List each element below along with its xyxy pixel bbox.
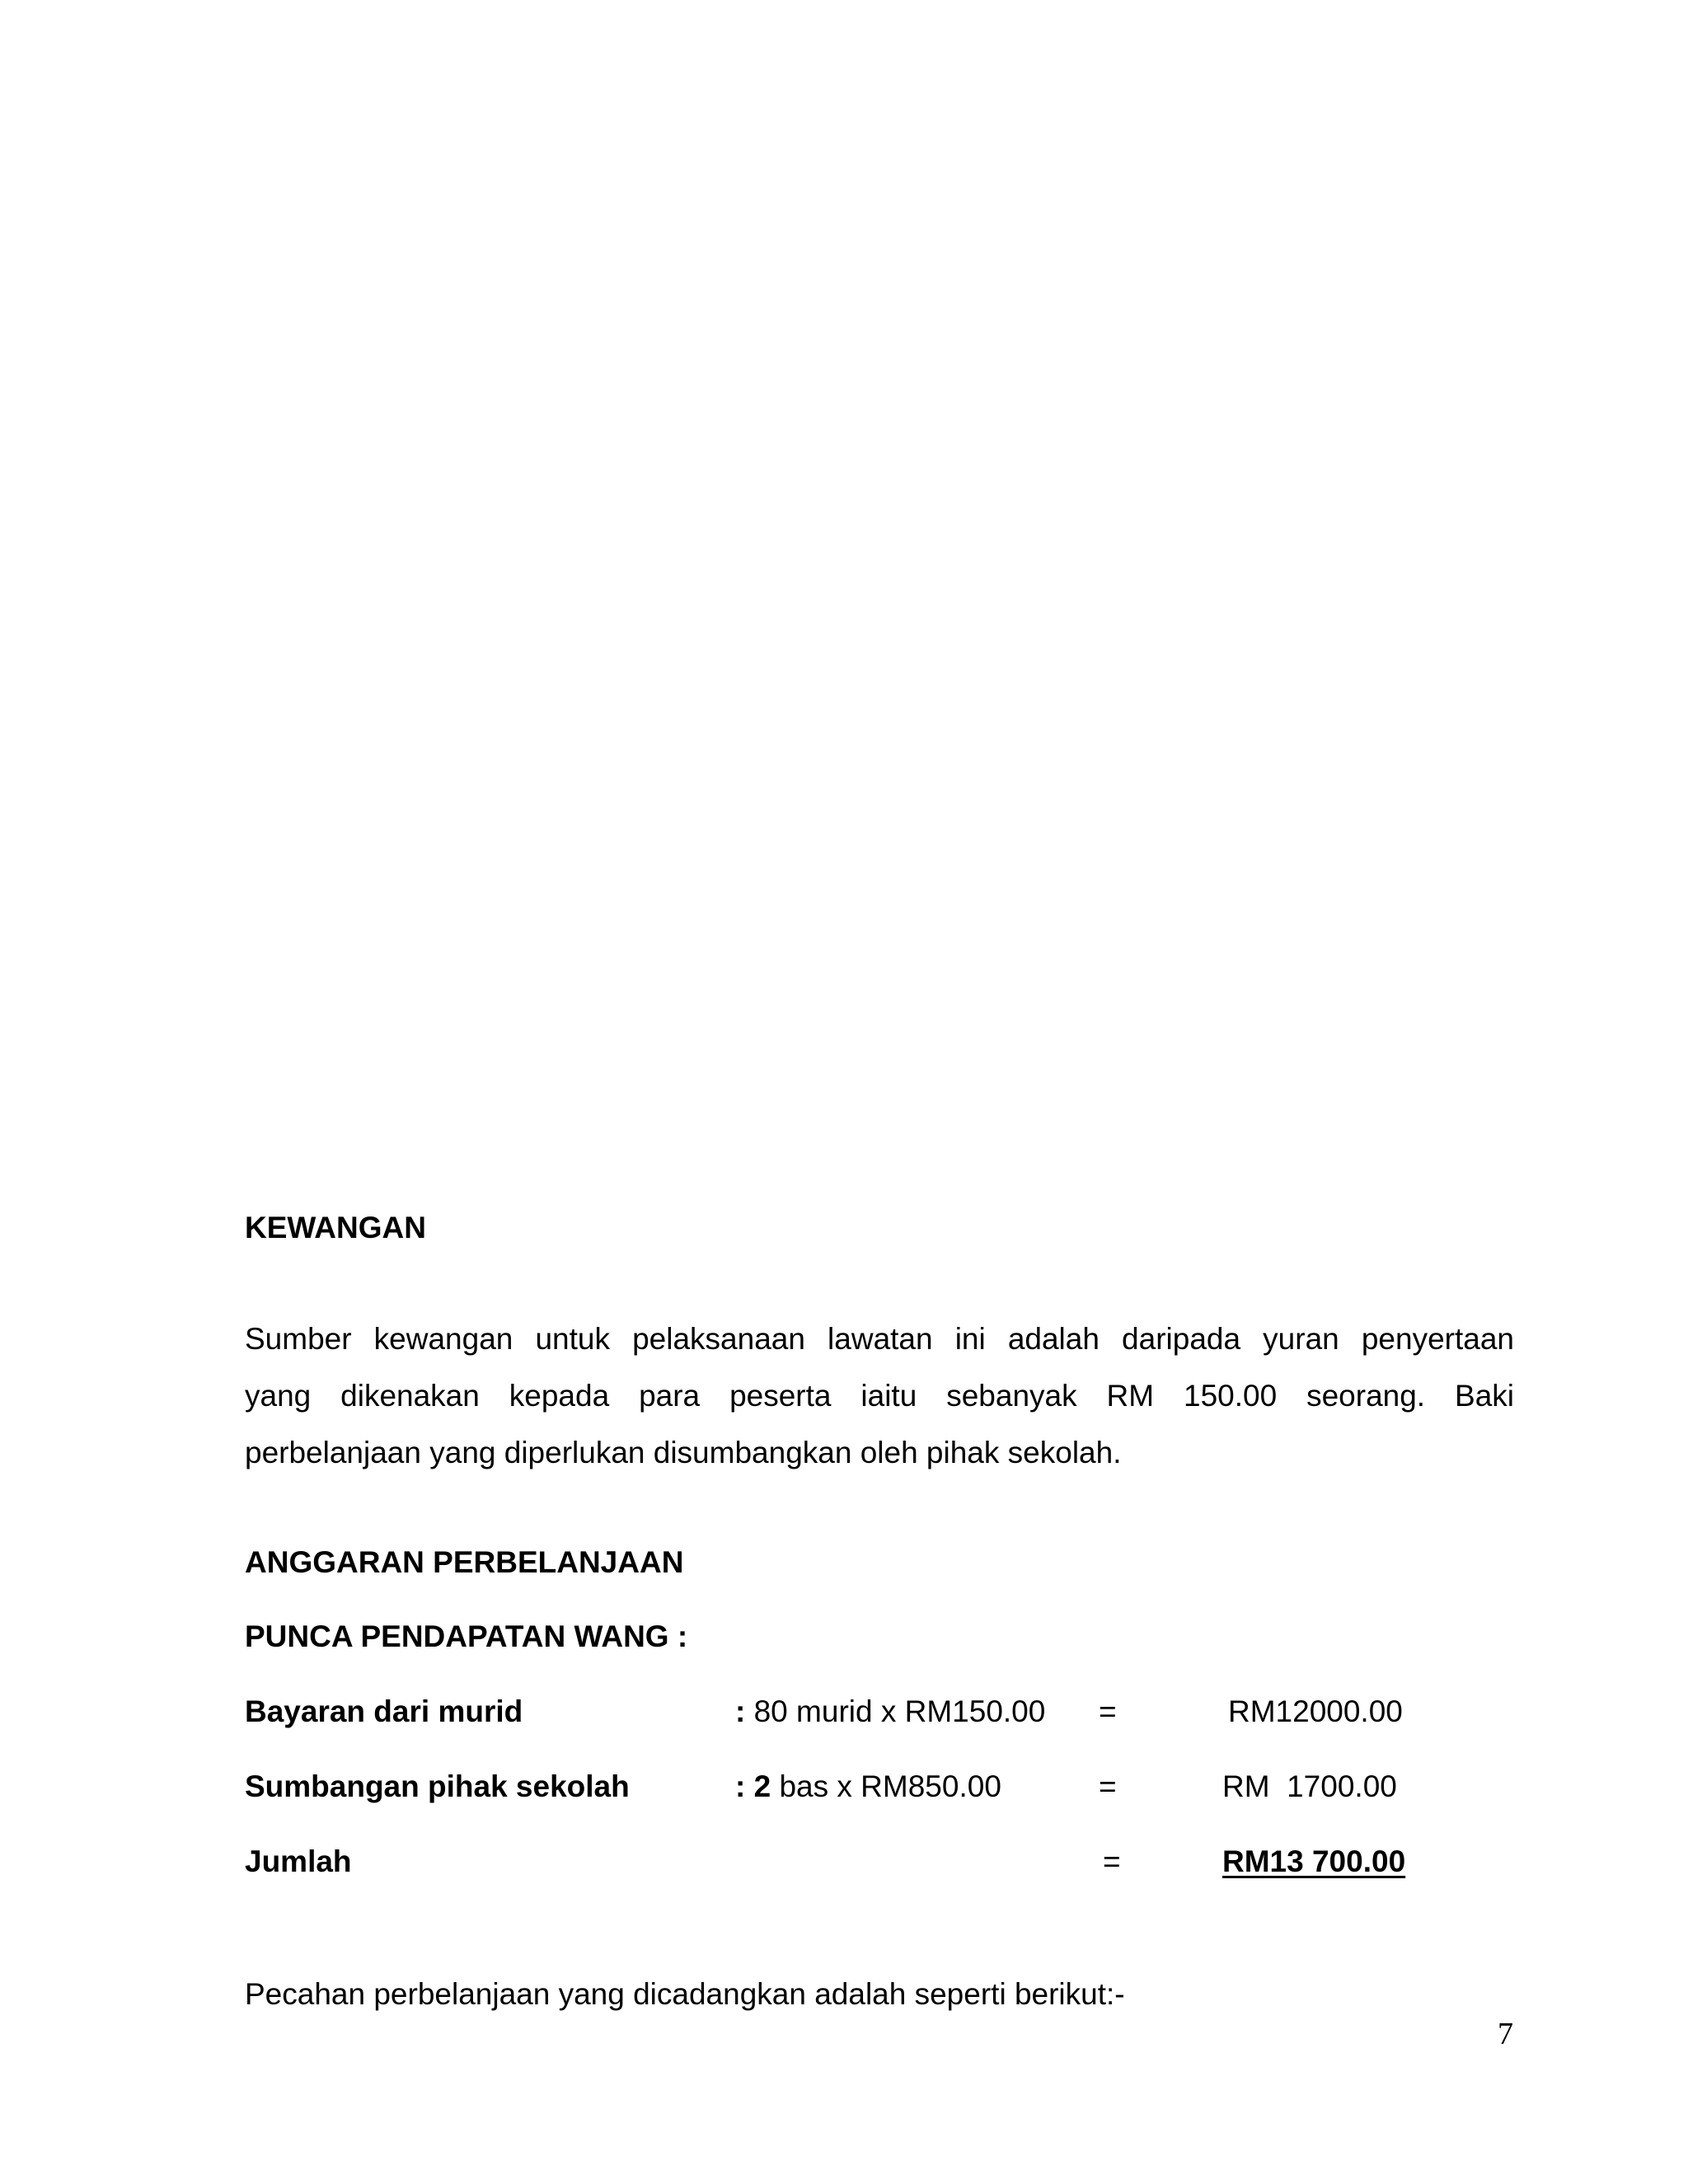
word: yuran [1263, 1322, 1339, 1356]
word: RM [1106, 1379, 1155, 1413]
word: sebanyak [946, 1379, 1077, 1413]
word: adalah [1007, 1322, 1100, 1356]
word: kewangan [373, 1322, 513, 1356]
income-title: PUNCA PENDAPATAN WANG : [245, 1619, 688, 1653]
word: daripada [1122, 1322, 1241, 1356]
row-calc-text: bas x RM850.00 [779, 1769, 1001, 1803]
word: penyertaan [1361, 1322, 1514, 1356]
row-amount: RM12000.00 [1228, 1694, 1403, 1728]
word: seorang. [1306, 1379, 1426, 1413]
total-label: Jumlah [245, 1844, 352, 1878]
word: iaitu [860, 1379, 917, 1413]
row-calculation [735, 1769, 1001, 1805]
word: ini [954, 1322, 986, 1356]
word: pelaksanaan [632, 1322, 805, 1356]
breakdown-intro: Pecahan perbelanjaan yang dicadangkan adalah seperti berikut:- [245, 1977, 1125, 2011]
total-amount: RM13 700.00 [1222, 1844, 1406, 1878]
table-row [245, 1694, 1514, 1730]
word: peserta [729, 1379, 832, 1413]
row-colon: : [735, 1769, 746, 1803]
word: dikenakan [340, 1379, 480, 1413]
total-row [245, 1844, 1514, 1880]
word: Sumber [245, 1322, 352, 1356]
row-label: Sumbangan pihak sekolah [245, 1769, 630, 1803]
row-quantity: 2 [753, 1769, 771, 1803]
table-row [245, 1769, 1514, 1805]
row-amount: RM 1700.00 [1222, 1769, 1397, 1803]
word: kepada [509, 1379, 610, 1413]
section-title: KEWANGAN [245, 1211, 426, 1244]
word: yang [245, 1379, 312, 1413]
row-colon: : [735, 1694, 746, 1728]
equals-sign: = [1099, 1694, 1117, 1728]
word: para [639, 1379, 701, 1413]
row-calculation [735, 1694, 1045, 1730]
word: lawatan [828, 1322, 933, 1356]
paragraph-line-1 [245, 1310, 1514, 1367]
word: 150.00 [1184, 1379, 1278, 1413]
paragraph-line-2 [245, 1367, 1514, 1424]
word: untuk [535, 1322, 610, 1356]
finance-paragraph [245, 1310, 1514, 1481]
row-label: Bayaran dari murid [245, 1694, 523, 1728]
budget-title: ANGGARAN PERBELANJAAN [245, 1545, 684, 1579]
page-number: 7 [1498, 2017, 1513, 2051]
equals-sign: = [1099, 1769, 1117, 1803]
word: Baki [1455, 1379, 1514, 1413]
equals-sign: = [1103, 1844, 1121, 1878]
paragraph-line-3: perbelanjaan yang diperlukan disumbangkan oleh pihak sekolah. [245, 1436, 1122, 1469]
row-calc-text: 80 murid x RM150.00 [753, 1694, 1046, 1728]
